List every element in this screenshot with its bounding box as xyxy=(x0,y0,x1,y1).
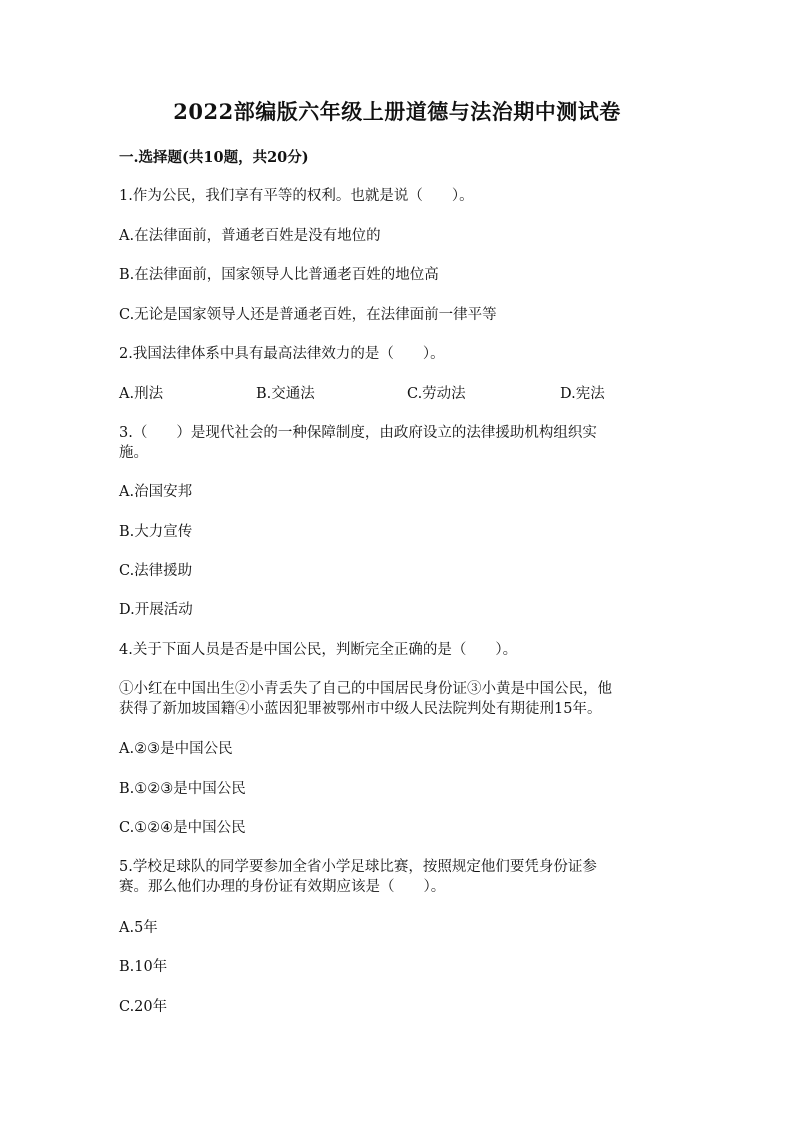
question-3-option-c: C.法律援助 xyxy=(119,563,193,579)
question-4-option-a: A.②③是中国公民 xyxy=(119,741,233,757)
question-1-option-b: B.在法律面前，国家领导人比普通老百姓的地位高 xyxy=(119,267,439,283)
question-2-stem: 2.我国法律体系中具有最高法律效力的是（ ）。 xyxy=(119,346,445,362)
question-4-option-c: C.①②④是中国公民 xyxy=(119,820,246,836)
page-title: 2022部编版六年级上册道德与法治期中测试卷 xyxy=(173,99,621,124)
question-1-option-a: A.在法律面前，普通老百姓是没有地位的 xyxy=(119,228,381,244)
question-2-option-c: C.劳动法 xyxy=(407,386,466,402)
question-2-option-b: B.交通法 xyxy=(256,386,315,402)
question-5-stem-line-2: 赛。那么他们办理的身份证有效期应该是（ ）。 xyxy=(119,879,446,895)
question-5-stem-line-1: 5.学校足球队的同学要参加全省小学足球比赛，按照规定他们要凭身份证参 xyxy=(119,859,597,875)
question-2-option-a: A.刑法 xyxy=(119,386,164,402)
question-1-option-c: C.无论是国家领导人还是普通老百姓，在法律面前一律平等 xyxy=(119,307,497,323)
question-5-option-b: B.10年 xyxy=(119,959,168,975)
section-heading: 一.选择题(共10题，共20分) xyxy=(119,149,309,166)
question-3-option-a: A.治国安邦 xyxy=(119,484,193,500)
question-3-option-d: D.开展活动 xyxy=(119,602,193,618)
question-3-stem-line-1: 3.（ ）是现代社会的一种保障制度，由政府设立的法律援助机构组织实 xyxy=(119,425,597,441)
question-4-detail-line-2: 获得了新加坡国籍④小蓝因犯罪被鄂州市中级人民法院判处有期徒刑15年。 xyxy=(119,701,602,717)
question-5-option-a: A.5年 xyxy=(119,920,158,936)
question-4-stem: 4.关于下面人员是否是中国公民，判断完全正确的是（ ）。 xyxy=(119,642,518,658)
question-3-option-b: B.大力宣传 xyxy=(119,524,193,540)
question-1-stem: 1.作为公民，我们享有平等的权利。也就是说（ ）。 xyxy=(119,188,474,204)
question-4-detail-line-1: ①小红在中国出生②小青丢失了自己的中国居民身份证③小黄是中国公民，他 xyxy=(119,681,612,697)
question-5-option-c: C.20年 xyxy=(119,999,168,1015)
question-4-option-b: B.①②③是中国公民 xyxy=(119,781,246,797)
question-3-stem-line-2: 施。 xyxy=(119,445,148,461)
question-2-option-d: D.宪法 xyxy=(560,386,605,402)
